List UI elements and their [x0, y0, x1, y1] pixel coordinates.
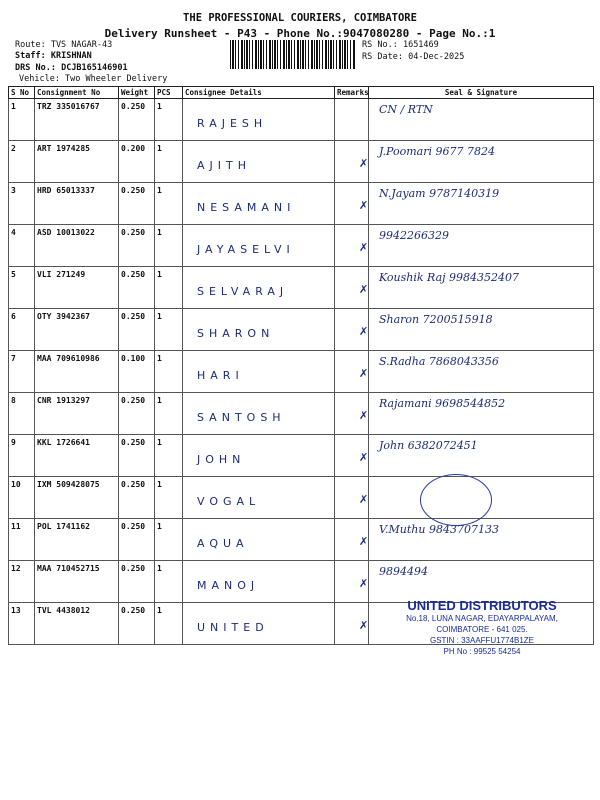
cell-consignment-no: VLI 271249 — [35, 267, 119, 309]
consignee-handwriting: RAJESH — [197, 117, 268, 130]
cell-remarks — [335, 351, 369, 393]
cell-consignee — [183, 225, 335, 267]
signature-handwriting: John 6382072451 — [379, 439, 478, 452]
cell-weight: 0.250 — [119, 267, 155, 309]
signature-handwriting: CN / RTN — [379, 103, 433, 116]
consignee-handwriting: SANTOSH — [197, 411, 286, 424]
cell-consignment-no: CNR 1913297 — [35, 393, 119, 435]
drs-number: DCJB165146901 — [61, 63, 128, 73]
cell-remarks — [335, 477, 369, 519]
table-row — [9, 435, 594, 477]
cell-weight: 0.100 — [119, 351, 155, 393]
rs-date-value: 04-Dec-2025 — [408, 52, 465, 62]
cell-consignment-no: IXM 509428075 — [35, 477, 119, 519]
rs-number-label: RS No.: — [362, 40, 398, 50]
consignee-handwriting: SHARON — [197, 327, 275, 340]
cell-pcs: 1 — [155, 393, 183, 435]
cell-weight: 0.250 — [119, 309, 155, 351]
cell-pcs: 1 — [155, 99, 183, 141]
remark-mark: ✗ — [359, 409, 369, 422]
remark-mark: ✗ — [359, 451, 369, 464]
cell-remarks — [335, 141, 369, 183]
barcode — [230, 40, 356, 69]
cell-weight: 0.250 — [119, 99, 155, 141]
cell-sno: 1 — [9, 99, 35, 141]
drs-label: DRS No.: — [15, 63, 56, 73]
rs-date — [362, 52, 464, 62]
cell-remarks — [335, 519, 369, 561]
consignee-handwriting: VOGAL — [197, 495, 261, 508]
table-row — [9, 519, 594, 561]
stamp-phone: PH No : 99525 54254 — [443, 647, 521, 656]
staff-name: KRISHNAN — [50, 51, 92, 61]
cell-consignee — [183, 351, 335, 393]
cell-signature — [369, 519, 594, 561]
rs-date-label: RS Date: — [362, 52, 403, 62]
cell-consignment-no: MAA 709610986 — [35, 351, 119, 393]
table-row — [9, 183, 594, 225]
cell-weight: 0.250 — [119, 477, 155, 519]
consignee-handwriting: NESAMANI — [197, 201, 296, 214]
cell-signature — [369, 309, 594, 351]
table-row — [9, 561, 594, 603]
col-consignee: Consignee Details — [183, 87, 335, 99]
col-remarks: Remarks — [335, 87, 369, 99]
cell-consignment-no: POL 1741162 — [35, 519, 119, 561]
rs-number — [362, 40, 439, 50]
remark-mark: ✗ — [359, 619, 369, 632]
table-row — [9, 99, 594, 141]
cell-consignee — [183, 477, 335, 519]
cell-sno: 10 — [9, 477, 35, 519]
consignee-handwriting: JOHN — [197, 453, 246, 466]
cell-sno: 9 — [9, 435, 35, 477]
cell-remarks — [335, 561, 369, 603]
table-header — [9, 87, 594, 99]
cell-weight: 0.250 — [119, 225, 155, 267]
remark-mark: ✗ — [359, 157, 369, 170]
cell-pcs: 1 — [155, 561, 183, 603]
cell-consignment-no: OTY 3942367 — [35, 309, 119, 351]
cell-remarks — [335, 309, 369, 351]
cell-signature — [369, 351, 594, 393]
cell-consignee — [183, 183, 335, 225]
cell-consignee — [183, 393, 335, 435]
vehicle-info: Vehicle: Two Wheeler Delivery — [19, 74, 168, 84]
cell-pcs: 1 — [155, 309, 183, 351]
signature-handwriting: V.Muthu 9843707133 — [379, 523, 499, 536]
table-row — [9, 477, 594, 519]
remark-mark: ✗ — [359, 493, 369, 506]
cell-signature — [369, 267, 594, 309]
cell-sno: 5 — [9, 267, 35, 309]
consignee-handwriting: HARI — [197, 369, 244, 382]
stamp-name: UNITED DISTRIBUTORS — [407, 598, 557, 613]
cell-consignee — [183, 519, 335, 561]
cell-consignee — [183, 561, 335, 603]
cell-remarks — [335, 99, 369, 141]
staff-label: Staff: — [15, 51, 46, 61]
cell-sno: 7 — [9, 351, 35, 393]
remark-mark: ✗ — [359, 283, 369, 296]
signature-handwriting: N.Jayam 9787140319 — [379, 187, 500, 200]
route-info: Route: TVS NAGAR-43 — [15, 40, 113, 50]
consignee-handwriting: AJITH — [197, 159, 252, 172]
staff-info — [15, 51, 92, 61]
remark-mark: ✗ — [359, 535, 369, 548]
cell-consignee — [183, 309, 335, 351]
signature-handwriting: Koushik Raj 9984352407 — [379, 271, 520, 284]
cell-consignee — [183, 99, 335, 141]
remark-mark: ✗ — [359, 241, 369, 254]
table-row — [9, 225, 594, 267]
cell-pcs: 1 — [155, 603, 183, 645]
signature-handwriting: 9942266329 — [379, 229, 449, 242]
cell-consignment-no: HRD 65013337 — [35, 183, 119, 225]
cell-signature — [369, 225, 594, 267]
consignee-handwriting: UNITED — [197, 621, 269, 634]
cell-remarks — [335, 435, 369, 477]
distributor-stamp — [382, 598, 582, 657]
stamp-gstin: GSTIN : 33AAFFU1774B1ZE — [429, 636, 535, 645]
cell-consignee — [183, 141, 335, 183]
cell-remarks — [335, 267, 369, 309]
cell-sno: 13 — [9, 603, 35, 645]
cell-pcs: 1 — [155, 267, 183, 309]
runsheet-subtitle: Delivery Runsheet - P43 - Phone No.:9047080280 - Page No.:1 — [104, 27, 496, 40]
cell-pcs: 1 — [155, 225, 183, 267]
cell-consignment-no: ASD 10013022 — [35, 225, 119, 267]
cell-weight: 0.250 — [119, 183, 155, 225]
cell-sno: 11 — [9, 519, 35, 561]
cell-weight: 0.250 — [119, 561, 155, 603]
cell-signature — [369, 183, 594, 225]
col-sno: S No — [9, 87, 35, 99]
cell-pcs: 1 — [155, 183, 183, 225]
cell-weight: 0.250 — [119, 603, 155, 645]
cell-pcs: 1 — [155, 477, 183, 519]
consignee-handwriting: MANOJ — [197, 579, 260, 592]
col-weight: Weight — [119, 87, 155, 99]
cell-weight: 0.250 — [119, 435, 155, 477]
remark-mark: ✗ — [359, 367, 369, 380]
cell-sno: 12 — [9, 561, 35, 603]
consignee-handwriting: SELVARAJ — [197, 285, 289, 298]
signature-handwriting: Rajamani 9698544852 — [379, 397, 506, 410]
cell-signature — [369, 393, 594, 435]
cell-remarks — [335, 393, 369, 435]
table-row — [9, 351, 594, 393]
cell-remarks — [335, 603, 369, 645]
cell-consignment-no: MAA 710452715 — [35, 561, 119, 603]
cell-consignee — [183, 267, 335, 309]
col-signature: Seal & Signature — [369, 87, 594, 99]
stamp-address: No.18, LUNA NAGAR, EDAYARPALAYAM, — [406, 614, 558, 623]
cell-pcs: 1 — [155, 435, 183, 477]
runsheet-table — [8, 86, 594, 645]
signature-handwriting: S.Radha 7868043356 — [379, 355, 499, 368]
cell-consignment-no: KKL 1726641 — [35, 435, 119, 477]
cell-signature — [369, 561, 594, 603]
cell-remarks — [335, 183, 369, 225]
cell-signature — [369, 435, 594, 477]
stamp-city: COIMBATORE - 641 025. — [436, 625, 528, 634]
table-row — [9, 309, 594, 351]
cell-weight: 0.250 — [119, 393, 155, 435]
cell-sno: 2 — [9, 141, 35, 183]
table-row — [9, 393, 594, 435]
cell-consignee — [183, 603, 335, 645]
round-seal — [420, 474, 492, 526]
col-pcs: PCS — [155, 87, 183, 99]
cell-consignment-no: TRZ 335016767 — [35, 99, 119, 141]
signature-handwriting: J.Poomari 9677 7824 — [379, 145, 495, 158]
cell-sno: 4 — [9, 225, 35, 267]
cell-consignee — [183, 435, 335, 477]
consignee-handwriting: JAYASELVI — [197, 243, 295, 256]
cell-sno: 8 — [9, 393, 35, 435]
cell-sno: 3 — [9, 183, 35, 225]
cell-signature — [369, 99, 594, 141]
signature-handwriting: 9894494 — [379, 565, 428, 578]
cell-pcs: 1 — [155, 141, 183, 183]
cell-remarks — [335, 225, 369, 267]
table-row — [9, 141, 594, 183]
cell-consignment-no: TVL 4438012 — [35, 603, 119, 645]
cell-weight: 0.200 — [119, 141, 155, 183]
table-row — [9, 267, 594, 309]
cell-consignment-no: ART 1974285 — [35, 141, 119, 183]
signature-handwriting: Sharon 7200515918 — [379, 313, 493, 326]
cell-pcs: 1 — [155, 351, 183, 393]
remark-mark: ✗ — [359, 577, 369, 590]
col-consignment: Consignment No — [35, 87, 119, 99]
remark-mark: ✗ — [359, 325, 369, 338]
consignee-handwriting: AQUA — [197, 537, 249, 550]
cell-weight: 0.250 — [119, 519, 155, 561]
drs-info — [15, 63, 128, 73]
remark-mark: ✗ — [359, 199, 369, 212]
cell-sno: 6 — [9, 309, 35, 351]
rs-number-value: 1651469 — [402, 40, 439, 50]
company-title: THE PROFESSIONAL COURIERS, COIMBATORE — [183, 12, 417, 24]
cell-signature — [369, 141, 594, 183]
cell-pcs: 1 — [155, 519, 183, 561]
